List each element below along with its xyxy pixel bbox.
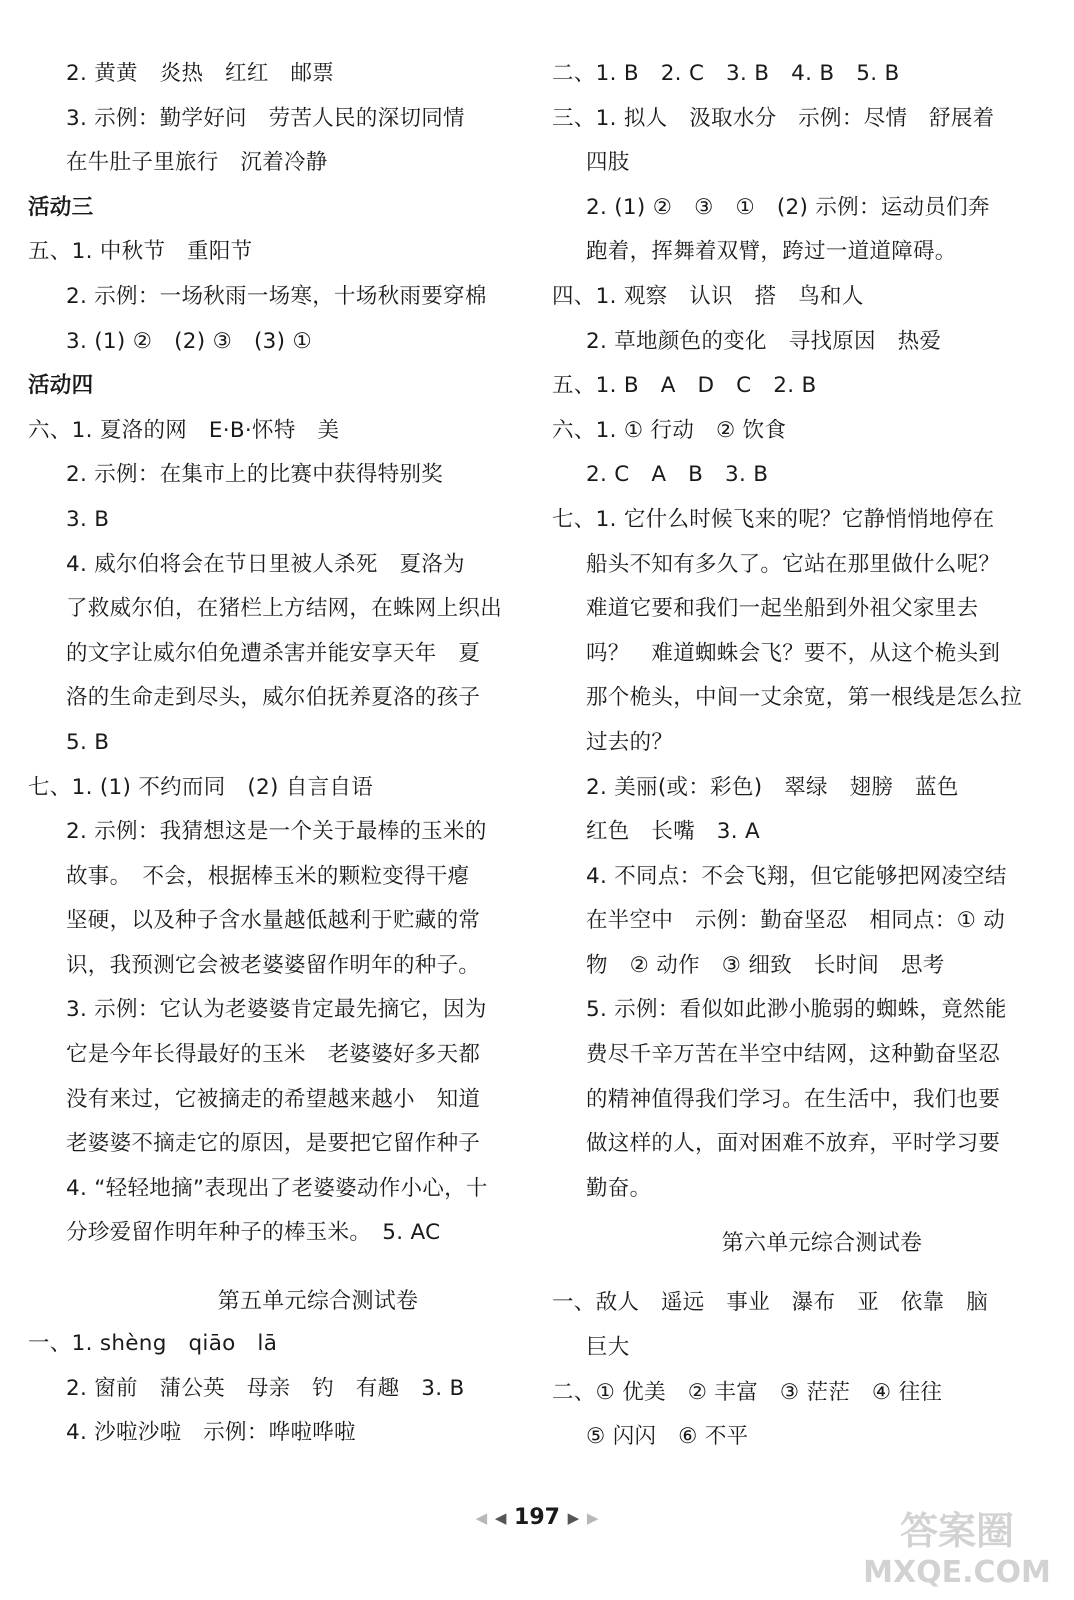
section-heading: 活动四 [28, 373, 94, 399]
next-arrow-icon: ▶ [567, 1509, 580, 1527]
answer-line: 三、1. 拟人 汲取水分 示例：尽情 舒展着 [552, 105, 995, 131]
answer-line: 四肢 [586, 150, 630, 176]
prev-arrow-faded-icon: ◀ [475, 1509, 488, 1527]
unit-test-title: 第六单元综合测试卷 [721, 1231, 923, 1257]
answer-line: 做这样的人，面对困难不放弃，平时学习要 [586, 1131, 1001, 1157]
answer-line: 那个桅头，中间一丈余宽，第一根线是怎么拉 [586, 685, 1023, 711]
answer-line: 五、1. B A D C 2. B [552, 373, 817, 399]
answer-line: 跑着，挥舞着双臂，跨过一道道障碍。 [586, 239, 957, 265]
answer-line: 四、1. 观察 认识 搭 鸟和人 [552, 283, 864, 309]
unit-test-title: 第五单元综合测试卷 [217, 1289, 419, 1315]
answer-line: 在半空中 示例：勤奋坚忍 相同点：① 动 [586, 908, 1006, 934]
answer-line: 5. B [66, 729, 110, 755]
answer-line: 4. 沙啦沙啦 示例：哗啦哗啦 [66, 1420, 356, 1446]
answer-line: 4. “轻轻地摘”表现出了老婆婆动作小心，十 [66, 1175, 488, 1201]
answer-line: 难道它要和我们一起坐船到外祖父家里去 [586, 596, 979, 622]
next-arrow-faded-icon: ▶ [586, 1509, 599, 1527]
prev-arrow-icon: ◀ [494, 1509, 507, 1527]
answer-line: 二、① 优美 ② 丰富 ③ 茫茫 ④ 往往 [552, 1379, 943, 1405]
answer-line: 红色 长嘴 3. A [586, 819, 761, 845]
answer-line: ⑤ 闪闪 ⑥ 不平 [586, 1424, 749, 1450]
answer-line: 2. (1) ② ③ ① (2) 示例：运动员们奔 [586, 194, 990, 220]
answer-line: 二、1. B 2. C 3. B 4. B 5. B [552, 61, 900, 86]
answer-line: 它是今年长得最好的玉米 老婆婆好多天都 [66, 1042, 481, 1068]
answer-line: 3. B [66, 506, 110, 532]
answer-line: 5. 示例：看似如此渺小脆弱的蜘蛛，竟然能 [586, 997, 1007, 1023]
answer-line: 费尽千辛万苦在半空中结网，这种勤奋坚忍 [586, 1042, 1001, 1068]
watermark-line2: MXQE.COM [863, 1555, 1051, 1590]
answer-line: 坚硬，以及种子含水量越低越利于贮藏的常 [66, 908, 481, 934]
answer-line: 2. 黄黄 炎热 红红 邮票 [66, 61, 335, 86]
answer-line: 2. 美丽(或：彩色) 翠绿 翅膀 蓝色 [586, 774, 959, 800]
answer-line: 2. 草地颜色的变化 寻找原因 热爱 [586, 328, 942, 354]
answer-line: 2. 窗前 蒲公英 母亲 钓 有趣 3. B [66, 1375, 465, 1401]
answer-line: 分珍爱留作明年种子的棒玉米。 5. AC [66, 1220, 441, 1246]
answer-line: 2. 示例：我猜想这是一个关于最棒的玉米的 [66, 819, 487, 845]
answer-line: 六、1. ① 行动 ② 饮食 [552, 417, 787, 443]
section-heading: 活动三 [28, 194, 94, 220]
answer-line: 2. 示例：一场秋雨一场寒，十场秋雨要穿棉 [66, 283, 487, 309]
answer-line: 洛的生命走到尽头，威尔伯抚养夏洛的孩子 [66, 685, 481, 711]
answer-line: 在牛肚子里旅行 沉着冷静 [66, 150, 328, 176]
answer-line: 了救威尔伯，在猪栏上方结网，在蛛网上织出 [66, 596, 503, 622]
answer-line: 巨大 [586, 1335, 630, 1361]
left-column [28, 52, 528, 1456]
answer-line: 过去的？ [586, 729, 674, 755]
answer-line: 2. C A B 3. B [586, 462, 769, 488]
answer-line: 4. 不同点：不会飞翔，但它能够把网凌空结 [586, 863, 1007, 889]
answer-line: 2. 示例：在集市上的比赛中获得特别奖 [66, 462, 444, 488]
answer-line: 老婆婆不摘走它的原因，是要把它留作种子 [66, 1131, 481, 1157]
answer-line: 的文字让威尔伯免遭杀害并能安享天年 夏 [66, 640, 481, 666]
answer-line: 故事。 不会，根据棒玉米的颗粒变得干瘪 [66, 863, 470, 889]
answer-line: 3. 示例：勤学好问 劳苦人民的深切同情 [66, 105, 465, 131]
answer-line: 五、1. 中秋节 重阳节 [28, 239, 253, 265]
right-column [552, 52, 1052, 1460]
answer-line: 物 ② 动作 ③ 细致 长时间 思考 [586, 952, 945, 978]
answer-line: 一、敌人 遥远 事业 瀑布 亚 依靠 脑 [552, 1290, 989, 1316]
answer-line: 没有来过，它被摘走的希望越来越小 知道 [66, 1086, 481, 1112]
answer-line: 4. 威尔伯将会在节日里被人杀死 夏洛为 [66, 551, 465, 577]
answer-line: 3. 示例：它认为老婆婆肯定最先摘它，因为 [66, 997, 487, 1023]
answer-line: 3. (1) ② (2) ③ (3) ① [66, 328, 313, 354]
watermark-line1: 答案圈 [899, 1509, 1015, 1553]
answer-line: 六、1. 夏洛的网 E·B·怀特 美 [28, 417, 340, 443]
watermark-logo [862, 1500, 1052, 1592]
page-number: 197 [514, 1505, 560, 1530]
answer-line: 识，我预测它会被老婆婆留作明年的种子。 [66, 952, 481, 978]
answer-line: 七、1. (1) 不约而同 (2) 自言自语 [28, 774, 374, 800]
answer-line: 的精神值得我们学习。在生活中，我们也要 [586, 1086, 1001, 1112]
answer-line: 勤奋。 [586, 1175, 652, 1201]
answer-line: 船头不知有多久了。它站在那里做什么呢？ [586, 551, 1001, 577]
answer-line: 一、1. shèng qiāo lā [28, 1331, 278, 1357]
answer-line: 七、1. 它什么时候飞来的呢？它静悄悄地停在 [552, 506, 995, 532]
answer-line: 吗？ 难道蜘蛛会飞？要不，从这个桅头到 [586, 640, 1001, 666]
